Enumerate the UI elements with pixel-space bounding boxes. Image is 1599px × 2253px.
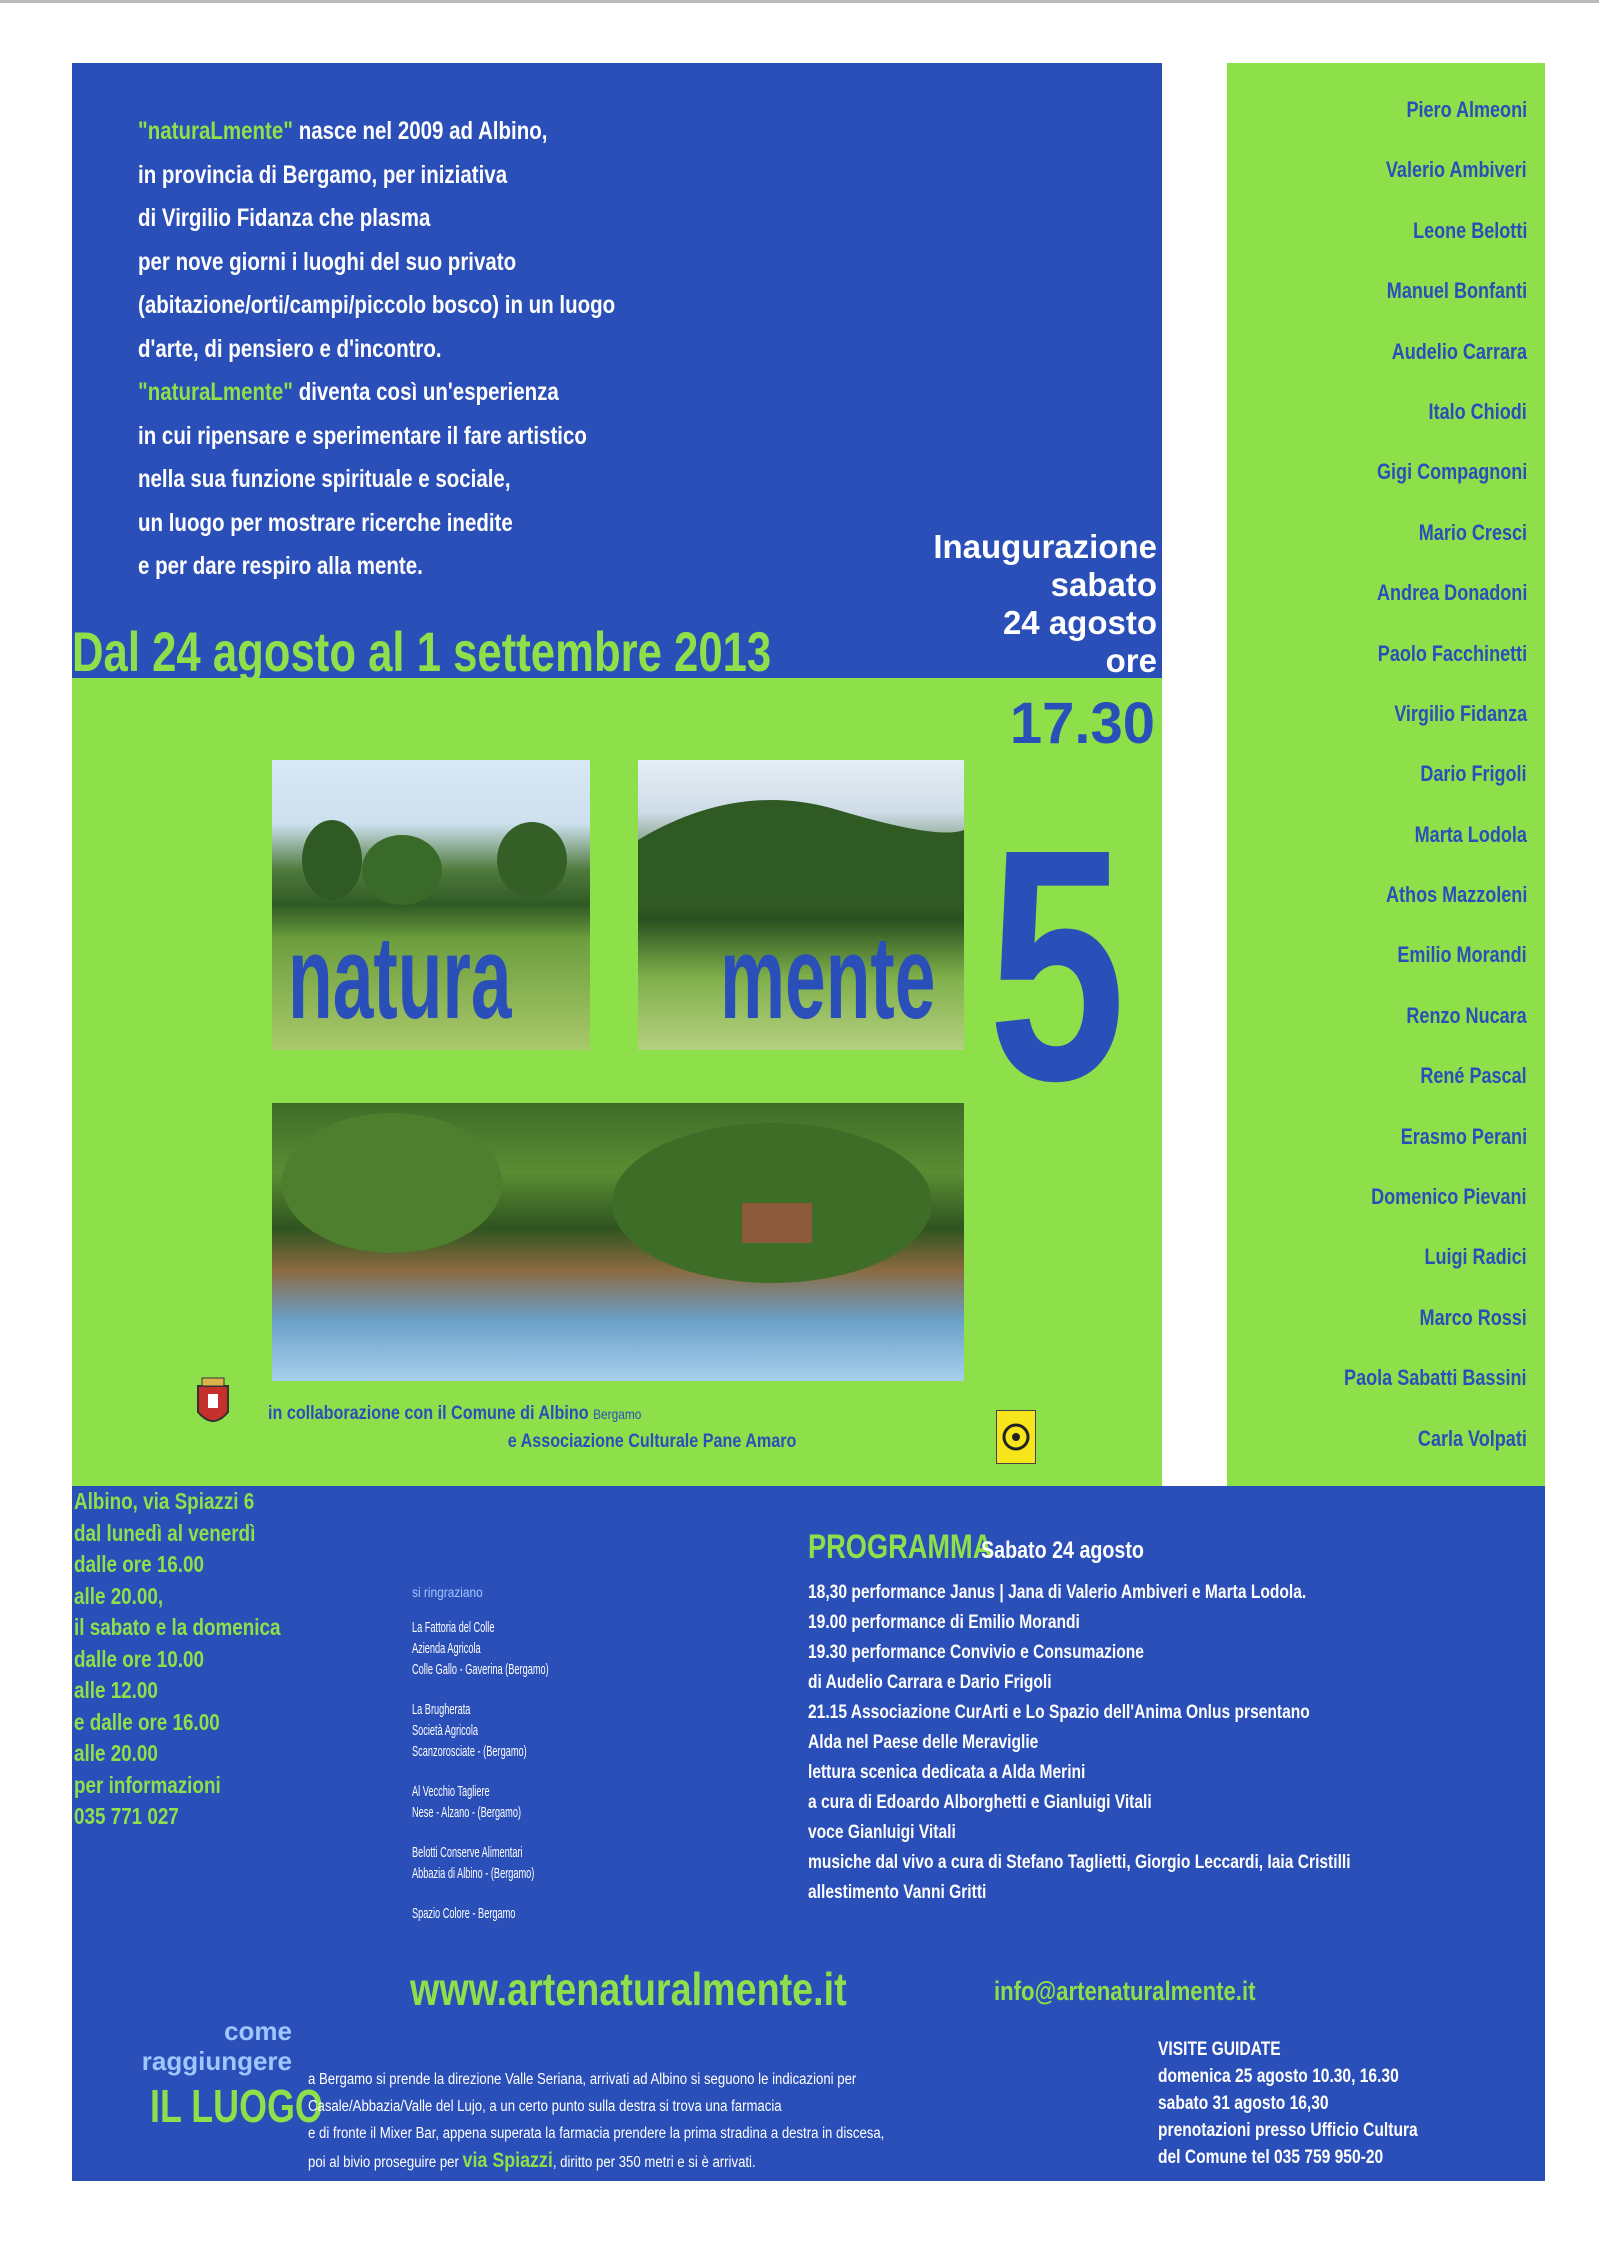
inauguration-day: sabato bbox=[1050, 566, 1157, 603]
inauguration-label: Inaugurazione bbox=[933, 528, 1157, 565]
sponsor-line: Colle Gallo - Gaverina (Bergamo) bbox=[412, 1661, 549, 1678]
intro-line: d'arte, di pensiero e d'incontro. bbox=[138, 334, 442, 363]
directions-line: a Bergamo si prende la direzione Valle Seriana, arrivati ad Albino si seguono le indicazioni per bbox=[308, 2071, 857, 2088]
artists-list bbox=[1304, 97, 1527, 1486]
artist-name bbox=[1304, 822, 1527, 882]
intro-line: diventa così un'esperienza bbox=[292, 378, 559, 406]
artist-name-text: René Pascal bbox=[1420, 1063, 1527, 1089]
sponsor-line: La Brugherata bbox=[412, 1701, 471, 1718]
intro-line: in cui ripensare e sperimentare il fare artistico bbox=[138, 421, 587, 450]
artist-name bbox=[1304, 701, 1527, 761]
programme-list bbox=[808, 1578, 1470, 1908]
programme-item: 19.30 performance Convivio e Consumazione bbox=[808, 1642, 1144, 1663]
intro-line: di Virgilio Fidanza che plasma bbox=[138, 204, 431, 232]
opening-hours bbox=[74, 1486, 326, 1833]
artist-name-text: Athos Mazzoleni bbox=[1385, 882, 1527, 908]
artist-name-text: Paolo Facchinetti bbox=[1377, 640, 1527, 666]
artist-name-text: Gigi Compagnoni bbox=[1376, 459, 1527, 485]
intro-highlight: "naturaLmente" bbox=[138, 117, 293, 145]
intro-line: (abitazione/orti/campi/piccolo bosco) in un luogo bbox=[138, 291, 616, 319]
programme-item: voce Gianluigi Vitali bbox=[808, 1822, 956, 1843]
artist-name-text: Audelio Carrara bbox=[1391, 338, 1527, 364]
artist-name-text: Leone Belotti bbox=[1412, 217, 1527, 243]
edition-number: 5 bbox=[988, 780, 1126, 1149]
sponsor-line: La Fattoria del Colle bbox=[412, 1619, 495, 1636]
guided-visits bbox=[1158, 2036, 1475, 2171]
artist-name bbox=[1304, 942, 1527, 1002]
email-link[interactable]: info@artenaturalmente.it bbox=[994, 1976, 1256, 2006]
artist-name bbox=[1304, 399, 1527, 459]
info-line: dal lunedì al venerdì bbox=[74, 1519, 256, 1546]
info-line: il sabato e la domenica bbox=[74, 1614, 281, 1640]
intro-line: nella sua funzione spirituale e sociale, bbox=[138, 465, 511, 493]
sponsor-line: Al Vecchio Tagliere bbox=[412, 1783, 490, 1800]
sponsor-line: Scanzorosciate - (Bergamo) bbox=[412, 1743, 527, 1760]
intro-line: in provincia di Bergamo, per iniziativa bbox=[138, 160, 508, 189]
intro-text bbox=[138, 110, 720, 589]
artist-name-text: Domenico Pievani bbox=[1371, 1184, 1527, 1210]
logo-word-natura: natura bbox=[288, 912, 512, 1044]
inauguration-ore: ore bbox=[1105, 642, 1157, 679]
artist-name-text: Italo Chiodi bbox=[1428, 398, 1527, 424]
collaboration-text bbox=[268, 1400, 890, 1456]
programme-item: lettura scenica dedicata a Alda Merini bbox=[808, 1762, 1086, 1783]
artist-name bbox=[1304, 218, 1527, 278]
info-line: alle 20.00 bbox=[74, 1740, 158, 1766]
artist-name bbox=[1304, 1426, 1527, 1486]
artist-name bbox=[1304, 1003, 1527, 1063]
artist-name bbox=[1304, 157, 1527, 217]
artist-name bbox=[1304, 520, 1527, 580]
info-line: per informazioni bbox=[74, 1771, 221, 1798]
programme-heading bbox=[808, 1528, 1180, 1567]
programme-item: di Audelio Carrara e Dario Frigoli bbox=[808, 1672, 1052, 1693]
artist-name bbox=[1304, 97, 1527, 157]
sponsor-entry bbox=[412, 1617, 573, 1680]
directions-il-luogo: IL LUOGO bbox=[150, 2080, 323, 2132]
event-dates: Dal 24 agosto al 1 settembre 2013 bbox=[72, 620, 772, 683]
foliage-icon bbox=[272, 1103, 964, 1381]
sponsor-line: Azienda Agricola bbox=[412, 1640, 481, 1657]
visits-line: sabato 31 agosto 16,30 bbox=[1158, 2093, 1329, 2114]
top-rule bbox=[0, 0, 1599, 3]
logo-word-mente: mente bbox=[720, 912, 936, 1044]
info-line: Albino, via Spiazzi 6 bbox=[74, 1488, 255, 1514]
sponsor-line: Spazio Colore - Bergamo bbox=[412, 1905, 516, 1922]
artist-name bbox=[1304, 1365, 1527, 1425]
visits-line: prenotazioni presso Ufficio Cultura bbox=[1158, 2120, 1418, 2141]
intro-line: nasce nel 2009 ad Albino, bbox=[292, 117, 548, 145]
artist-name-text: Luigi Radici bbox=[1424, 1244, 1527, 1270]
artist-name-text: Valerio Ambiveri bbox=[1386, 157, 1527, 183]
info-line: dalle ore 16.00 bbox=[74, 1551, 205, 1577]
artist-name bbox=[1304, 1184, 1527, 1244]
artist-name-text: Carla Volpati bbox=[1418, 1425, 1527, 1451]
sponsor-line: Belotti Conserve Alimentari bbox=[412, 1844, 523, 1861]
artist-name bbox=[1304, 1244, 1527, 1304]
programme-item: 19.00 performance di Emilio Morandi bbox=[808, 1612, 1080, 1633]
artist-name-text: Manuel Bonfanti bbox=[1386, 278, 1527, 304]
intro-line: un luogo per mostrare ricerche inedite bbox=[138, 508, 513, 537]
directions-raggiungere: raggiungere bbox=[141, 2046, 292, 2076]
artist-name bbox=[1304, 761, 1527, 821]
intro-highlight: "naturaLmente" bbox=[138, 378, 293, 406]
directions-line: poi al bivio proseguire per bbox=[308, 2154, 463, 2171]
sponsor-entry bbox=[412, 1903, 573, 1924]
info-line: 035 771 027 bbox=[74, 1803, 179, 1829]
info-line: dalle ore 10.00 bbox=[74, 1645, 205, 1672]
artist-name-text: Virgilio Fidanza bbox=[1394, 700, 1527, 726]
garden-reflection-photo bbox=[272, 1103, 964, 1381]
artist-name-text: Emilio Morandi bbox=[1397, 942, 1527, 968]
artist-name-text: Mario Cresci bbox=[1418, 519, 1527, 545]
artist-name bbox=[1304, 339, 1527, 399]
directions-line: e di fronte il Mixer Bar, appena superata la farmacia prendere la prima stradina a destra in discesa, bbox=[308, 2125, 885, 2142]
artist-name bbox=[1304, 1305, 1527, 1365]
artist-name-text: Andrea Donadoni bbox=[1376, 580, 1527, 606]
programme-item: musiche dal vivo a cura di Stefano Taglietti, Giorgio Leccardi, Iaia Cristilli bbox=[808, 1852, 1351, 1873]
thanks-title: si ringraziano bbox=[412, 1584, 483, 1600]
intro-line: e per dare respiro alla mente. bbox=[138, 552, 423, 580]
sponsor-line: Società Agricola bbox=[412, 1722, 479, 1739]
inauguration-block bbox=[933, 528, 1157, 680]
artist-name bbox=[1304, 278, 1527, 338]
visits-title: VISITE GUIDATE bbox=[1158, 2039, 1281, 2060]
info-line: e dalle ore 16.00 bbox=[74, 1708, 220, 1735]
inauguration-date: 24 agosto bbox=[1002, 604, 1157, 641]
artist-name-text: Piero Almeoni bbox=[1406, 97, 1527, 122]
directions-heading bbox=[110, 2016, 323, 2136]
sponsor-line: Abbazia di Albino - (Bergamo) bbox=[412, 1865, 535, 1882]
directions-street: via Spiazzi bbox=[462, 2149, 553, 2172]
sponsor-entry bbox=[412, 1842, 573, 1884]
artist-name-text: Marco Rossi bbox=[1419, 1304, 1527, 1330]
programme-item: a cura di Edoardo Alborghetti e Gianluigi Vitali bbox=[808, 1792, 1152, 1813]
inauguration-time: 17.30 bbox=[1009, 691, 1155, 756]
intro-line: per nove giorni i luoghi del suo privato bbox=[138, 247, 517, 276]
programme-title: PROGRAMMA bbox=[808, 1528, 993, 1566]
directions-line: Casale/Abbazia/Valle del Lujo, a un certo punto sulla destra si trova una farmacia bbox=[308, 2098, 782, 2115]
visits-line: del Comune tel 035 759 950-20 bbox=[1158, 2147, 1384, 2168]
thanks-block bbox=[412, 1582, 635, 1943]
collab-comune: in collaborazione con il Comune di Albino bbox=[268, 1403, 589, 1424]
artist-name-text: Marta Lodola bbox=[1414, 821, 1527, 847]
programme-item: Alda nel Paese delle Meraviglie bbox=[808, 1732, 1039, 1753]
artist-name bbox=[1304, 641, 1527, 701]
pane-amaro-logo-icon bbox=[996, 1410, 1036, 1464]
info-line: alle 20.00, bbox=[74, 1582, 164, 1609]
programme-date: Sabato 24 agosto bbox=[980, 1537, 1144, 1564]
artist-name-text: Paola Sabatti Bassini bbox=[1344, 1365, 1527, 1391]
comune-emblem-icon bbox=[192, 1376, 234, 1434]
collab-association: e Associazione Culturale Pane Amaro bbox=[507, 1431, 797, 1452]
programme-item: 18,30 performance Janus | Jana di Valerio Ambiveri e Marta Lodola. bbox=[808, 1582, 1307, 1603]
artist-name-text: Dario Frigoli bbox=[1420, 761, 1527, 787]
artist-name bbox=[1304, 459, 1527, 519]
programme-item: allestimento Vanni Gritti bbox=[808, 1882, 987, 1903]
directions-come: come bbox=[224, 2016, 292, 2046]
artist-name bbox=[1304, 882, 1527, 942]
programme-item: 21.15 Associazione CurArti e Lo Spazio dell'Anima Onlus prsentano bbox=[808, 1702, 1310, 1723]
info-line: alle 12.00 bbox=[74, 1677, 158, 1703]
sponsor-entry bbox=[412, 1781, 573, 1823]
artist-name-text: Renzo Nucara bbox=[1406, 1002, 1527, 1028]
sponsor-line: Nese - Alzano - (Bergamo) bbox=[412, 1804, 522, 1821]
directions-text bbox=[308, 2066, 986, 2176]
visits-line: domenica 25 agosto 10.30, 16.30 bbox=[1158, 2066, 1399, 2087]
artist-name bbox=[1304, 1063, 1527, 1123]
collab-city: Bergamo bbox=[593, 1406, 642, 1422]
artist-name-text: Erasmo Perani bbox=[1400, 1123, 1527, 1149]
artist-name bbox=[1304, 1124, 1527, 1184]
directions-line: , diritto per 350 metri e si è arrivati. bbox=[552, 2154, 756, 2171]
sponsor-entry bbox=[412, 1699, 573, 1762]
website-link[interactable]: www.artenaturalmente.it bbox=[410, 1963, 847, 2015]
artist-name bbox=[1304, 580, 1527, 640]
